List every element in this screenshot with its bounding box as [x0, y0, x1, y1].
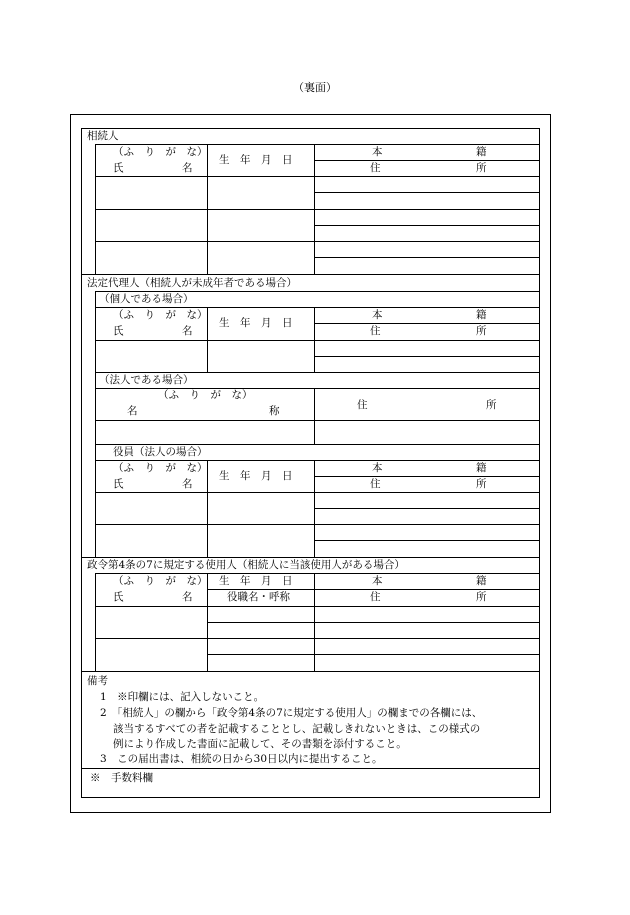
legal-rep-individual-label: （個人である場合） [99, 293, 194, 305]
employees-address-label-b: 所 [476, 591, 487, 603]
officers-birth-label: 生 年 月 日 [219, 470, 293, 482]
individual-name-label-b: 名 [182, 325, 193, 337]
employees-title: 政令第4条の7に規定する使用人（相続人に当該使用人がある場合） [87, 559, 405, 571]
heirs-title: 相続人 [87, 130, 119, 142]
page-caption: （裏面） [293, 81, 337, 94]
heirs-name-label-a: 氏 [113, 162, 124, 174]
employees-row-2-top [95, 638, 540, 639]
legal-rep-title: 法定代理人（相続人が未成年者である場合） [87, 277, 297, 289]
individual-honseki-label-a: 本 [372, 309, 383, 321]
remarks-note-1: 1 ※印欄には、記入しないこと。 [100, 691, 265, 703]
individual-header-mid [314, 323, 540, 324]
heirs-row-1-top [95, 176, 540, 177]
officers-row-2-top [95, 524, 540, 525]
officers-address-label-a: 住 [370, 478, 381, 490]
employees-header-mid [207, 589, 540, 590]
heirs-row-2-top [95, 209, 540, 210]
officers-name-label-b: 名 [182, 478, 193, 490]
employees-name-label-a: 氏 [113, 591, 124, 603]
employees-header-top [95, 573, 540, 574]
officers-header-mid [314, 476, 540, 477]
employees-honseki-label-a: 本 [372, 575, 383, 587]
heirs-furigana-label: （ふ り が な） [113, 146, 208, 158]
individual-row-top [95, 340, 540, 341]
remarks-note-2: 2 「相続人」の欄から「政令第4条の7に規定する使用人」の欄までの各欄には、 [100, 707, 483, 719]
employees-left-border [95, 573, 96, 671]
officers-furigana-label: （ふ り が な） [113, 462, 208, 474]
heirs-row-2-mid [314, 225, 540, 226]
officers-row-1-top [95, 492, 540, 493]
corporate-furigana-label: （ふ り が な） [158, 389, 253, 401]
employees-row-1-mid [207, 622, 540, 623]
legal-rep-sub-top [95, 291, 540, 292]
officers-label: 役員（法人の場合） [113, 446, 208, 458]
remarks-bottom [81, 768, 540, 769]
heirs-honseki-label-a: 本 [372, 146, 383, 158]
heirs-address-label-b: 所 [476, 162, 487, 174]
legal-rep-left-border [95, 291, 96, 557]
heirs-row-3-top [95, 241, 540, 242]
employees-honseki-label-b: 籍 [476, 575, 487, 587]
officers-honseki-label-a: 本 [372, 462, 383, 474]
corporate-name-label-b: 称 [269, 405, 280, 417]
individual-bottom [95, 372, 540, 373]
corporate-divider [314, 388, 315, 444]
officers-name-label-a: 氏 [113, 478, 124, 490]
heirs-row-3-mid [314, 257, 540, 258]
heirs-honseki-label-b: 籍 [476, 146, 487, 158]
employees-name-label-b: 名 [182, 591, 193, 603]
heirs-address-label-a: 住 [370, 162, 381, 174]
corporate-address-label-a: 住 [357, 399, 368, 411]
corporate-name-label-a: 名 [127, 405, 138, 417]
officers-row-1-mid [314, 508, 540, 509]
employees-row-1-top [95, 606, 540, 607]
individual-row-mid [314, 356, 540, 357]
remarks-note-3: 3 この届出書は、相続の日から30日以内に提出すること。 [100, 753, 383, 765]
remarks-title: 備考 [87, 675, 108, 687]
individual-header-top [95, 307, 540, 308]
individual-birth-label: 生 年 月 日 [219, 317, 293, 329]
individual-name-label-a: 氏 [113, 325, 124, 337]
employees-birth-label: 生 年 月 日 [219, 575, 293, 587]
officers-address-label-b: 所 [476, 478, 487, 490]
individual-honseki-label-b: 籍 [476, 309, 487, 321]
remarks-note-2-cont-2: 例により作成した書面に記載して、その書類を添付すること。 [113, 738, 407, 750]
corporate-address-label-b: 所 [486, 399, 497, 411]
heirs-header-mid [314, 160, 540, 161]
individual-furigana-label: （ふ り が な） [113, 309, 208, 321]
legal-rep-bottom [81, 557, 540, 558]
corporate-bottom [95, 444, 540, 445]
remarks-note-2-cont-1: 該当するすべての者を記載することとし、記載しきれないときは、この様式の [113, 723, 481, 735]
officers-honseki-label-b: 籍 [476, 462, 487, 474]
employees-bottom [81, 671, 540, 672]
heirs-bottom [81, 274, 540, 275]
corporate-row-top [95, 420, 540, 421]
employees-position-label: 役職名・呼称 [227, 591, 290, 603]
individual-address-label-a: 住 [370, 325, 381, 337]
heirs-name-label-b: 名 [182, 162, 193, 174]
employees-furigana-label: （ふ り が な） [113, 575, 208, 587]
employees-row-2-mid [207, 654, 540, 655]
officers-divider-1 [207, 460, 208, 557]
heirs-row-1-mid [314, 192, 540, 193]
officers-row-2-mid [314, 540, 540, 541]
individual-address-label-b: 所 [476, 325, 487, 337]
heirs-header-top [95, 144, 540, 145]
legal-rep-corporate-label: （法人である場合） [99, 374, 194, 386]
fee-label: ※ 手数料欄 [90, 772, 153, 784]
heirs-birth-label: 生 年 月 日 [219, 154, 293, 166]
employees-address-label-a: 住 [370, 591, 381, 603]
officers-header-top [95, 460, 540, 461]
